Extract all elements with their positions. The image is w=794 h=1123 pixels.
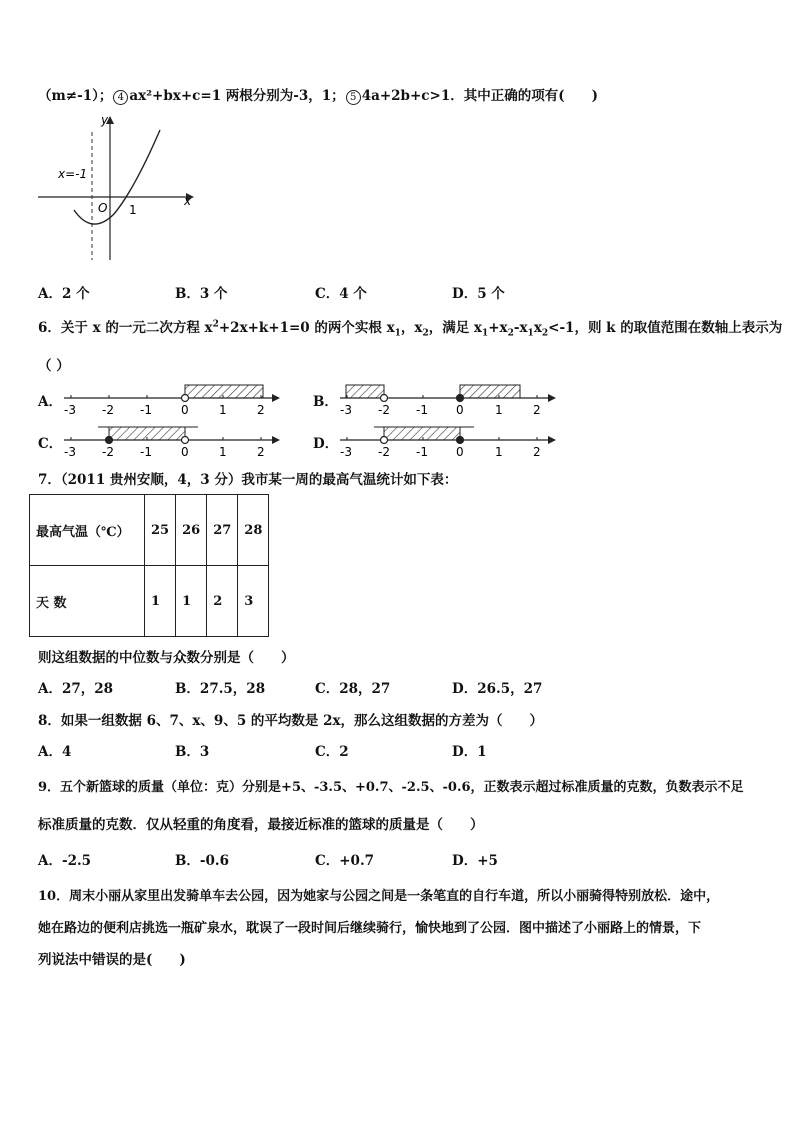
q5-stem bbox=[38, 84, 598, 105]
tick-label: 2 bbox=[533, 445, 541, 459]
q6-stem bbox=[38, 316, 782, 339]
q5-stem-part1: （m≠-1）； bbox=[38, 88, 113, 104]
q6-stem-f: -x bbox=[513, 320, 528, 336]
q5-stem-part3: 4a+2b+c>1．其中正确的项有( ) bbox=[361, 88, 598, 104]
q6-sub: 1 bbox=[481, 328, 489, 339]
tick-label-1: 1 bbox=[129, 203, 137, 217]
table-cell: 25 bbox=[145, 495, 176, 566]
option-letter: D． bbox=[452, 286, 478, 302]
option-text: 3 bbox=[199, 744, 210, 760]
tick-label: 0 bbox=[181, 403, 189, 417]
tick-label: -3 bbox=[64, 403, 76, 417]
q5-option-c[interactable] bbox=[315, 282, 367, 302]
open-circle bbox=[182, 395, 189, 402]
tick-label: 0 bbox=[456, 445, 464, 459]
option-letter: A． bbox=[38, 853, 62, 869]
q5-stem-part2: ax²+bx+c=1 两根分别为-3，1； bbox=[129, 88, 345, 104]
tick-label: 2 bbox=[257, 403, 265, 417]
table-cell: 26 bbox=[176, 495, 207, 566]
table-header-cell: 天 数 bbox=[30, 566, 145, 637]
option-text: 4 个 bbox=[339, 286, 367, 302]
q7-question: 则这组数据的中位数与众数分别是（ ） bbox=[38, 650, 295, 666]
option-letter: C． bbox=[315, 744, 340, 760]
q5-option-d[interactable] bbox=[452, 282, 505, 302]
option-text: 28，27 bbox=[339, 681, 391, 697]
open-circle bbox=[381, 437, 388, 444]
q6-option-d-letter[interactable]: D． bbox=[313, 436, 339, 452]
option-text: 1 bbox=[477, 744, 487, 760]
option-text: 27，28 bbox=[61, 681, 114, 697]
table-cell: 2 bbox=[207, 566, 238, 637]
closed-circle bbox=[457, 437, 464, 444]
q6-sup: 2 bbox=[212, 319, 219, 330]
option-letter: C． bbox=[315, 681, 340, 697]
q8-option-d[interactable] bbox=[452, 740, 487, 760]
option-letter: A． bbox=[38, 286, 62, 302]
q6-stem-b: +2x+k+1=0 的两个实根 x bbox=[218, 320, 395, 336]
tick-label: 1 bbox=[219, 445, 227, 459]
q6-sub: 2 bbox=[507, 328, 514, 339]
q6-stem-d: ，满足 x bbox=[428, 320, 482, 336]
q6-option-a-letter[interactable]: A． bbox=[38, 394, 62, 410]
q6-option-b-letter[interactable]: B． bbox=[313, 394, 338, 410]
q6-paren: （ ） bbox=[38, 358, 70, 374]
q8-option-a[interactable] bbox=[38, 740, 71, 760]
numberline-d[interactable] bbox=[336, 420, 561, 460]
option-text: -0.6 bbox=[199, 853, 230, 869]
table-cell: 1 bbox=[145, 566, 176, 637]
option-text: +0.7 bbox=[339, 853, 375, 869]
tick-label: 1 bbox=[219, 403, 227, 417]
option-letter: C． bbox=[315, 286, 340, 302]
option-text: 2 bbox=[339, 744, 349, 760]
open-circle bbox=[381, 395, 388, 402]
q8-stem: 8．如果一组数据 6、7、x、9、5 的平均数是 2x，那么这组数据的方差为（ ） bbox=[38, 713, 544, 729]
option-letter: A． bbox=[38, 744, 62, 760]
circled-number-5: 5 bbox=[346, 90, 361, 105]
q10-stem-line1: 10．周末小丽从家里出发骑单车去公园，因为她家与公园之间是一条笔直的自行车道，所以小丽骑得特别放松．途中， bbox=[38, 889, 720, 904]
option-letter: C． bbox=[315, 853, 340, 869]
origin-label: O bbox=[98, 201, 108, 215]
q7-option-a[interactable] bbox=[38, 677, 113, 697]
q6-sub: 1 bbox=[394, 328, 401, 339]
q10-stem-line2: 她在路边的便利店挑选一瓶矿泉水，耽误了一段时间后继续骑行，愉快地到了公园．图中描述了小丽路上的情景，下 bbox=[38, 921, 702, 936]
table-header-cell: 最高气温（℃） bbox=[30, 495, 145, 566]
option-letter: D． bbox=[452, 744, 478, 760]
q7-option-c[interactable] bbox=[315, 677, 390, 697]
q5-option-a[interactable] bbox=[38, 282, 90, 302]
option-letter: D． bbox=[452, 853, 478, 869]
tick-label: 1 bbox=[495, 403, 503, 417]
table-cell: 3 bbox=[238, 566, 269, 637]
option-text: 2 个 bbox=[61, 286, 90, 302]
q10-stem-line3: 列说法中错误的是( ) bbox=[38, 952, 186, 968]
x-axis-label: x bbox=[184, 194, 192, 208]
circled-number-4: 4 bbox=[113, 90, 128, 105]
option-text: -2.5 bbox=[61, 853, 92, 869]
temperature-table bbox=[29, 494, 269, 637]
option-letter: B． bbox=[175, 853, 200, 869]
table-row bbox=[30, 566, 269, 637]
closed-circle bbox=[457, 395, 464, 402]
tick-label: -2 bbox=[378, 403, 390, 417]
option-letter: B． bbox=[175, 744, 200, 760]
option-text: +5 bbox=[477, 853, 498, 869]
option-text: 26.5，27 bbox=[477, 681, 543, 697]
q9-option-b[interactable] bbox=[175, 849, 229, 869]
option-text: 5 个 bbox=[477, 286, 505, 302]
q6-stem-a: 6．关于 x 的一元二次方程 x bbox=[38, 320, 213, 336]
table-row bbox=[30, 495, 269, 566]
shaded-range-left bbox=[346, 385, 384, 398]
q9-option-a[interactable] bbox=[38, 849, 91, 869]
tick-label: -1 bbox=[140, 403, 152, 417]
tick-label: 0 bbox=[181, 445, 189, 459]
numberline-a[interactable] bbox=[60, 378, 285, 418]
tick-label: -1 bbox=[416, 403, 428, 417]
numberline-b[interactable] bbox=[336, 378, 561, 418]
q8-option-b[interactable] bbox=[175, 740, 209, 760]
option-letter: B． bbox=[175, 286, 200, 302]
symmetry-axis-label: x=-1 bbox=[58, 167, 88, 181]
option-text: 4 bbox=[61, 744, 72, 760]
table-cell: 27 bbox=[207, 495, 238, 566]
option-text: 27.5，28 bbox=[199, 681, 266, 697]
tick-label: -3 bbox=[64, 445, 76, 459]
tick-label: 0 bbox=[456, 403, 464, 417]
option-letter: B． bbox=[175, 681, 200, 697]
tick-label: -2 bbox=[378, 445, 390, 459]
tick-label: -1 bbox=[140, 445, 152, 459]
q7-option-b[interactable] bbox=[175, 677, 265, 697]
table-cell: 28 bbox=[238, 495, 269, 566]
tick-label: -3 bbox=[340, 445, 352, 459]
option-letter: A． bbox=[38, 681, 62, 697]
q6-stem-e: +x bbox=[488, 320, 508, 336]
shaded-range bbox=[384, 427, 460, 440]
shaded-range-right bbox=[460, 385, 520, 398]
tick-label: -1 bbox=[416, 445, 428, 459]
q6-sub: 2 bbox=[541, 328, 549, 339]
q9-stem-line2: 标准质量的克数．仅从轻重的角度看，最接近标准的篮球的质量是（ ） bbox=[38, 817, 484, 833]
q7-option-d[interactable] bbox=[452, 677, 542, 697]
open-circle bbox=[182, 437, 189, 444]
tick-label: -2 bbox=[102, 445, 114, 459]
closed-circle bbox=[106, 437, 113, 444]
table-cell: 1 bbox=[176, 566, 207, 637]
q9-stem-line1: 9．五个新篮球的质量（单位：克）分别是+5、-3.5、+0.7、-2.5、-0.6，正数表示超过标准质量的克数，负数表示不足 bbox=[38, 780, 744, 795]
q6-stem-h: <-1，则 k 的取值范围在数轴上表示为 bbox=[548, 320, 783, 336]
tick-label: -3 bbox=[340, 403, 352, 417]
q6-option-c-letter[interactable]: C． bbox=[38, 436, 63, 452]
q6-sub: 2 bbox=[422, 328, 429, 339]
tick-label: 1 bbox=[495, 445, 503, 459]
tick-label: 2 bbox=[533, 403, 541, 417]
q8-option-c[interactable] bbox=[315, 740, 349, 760]
shaded-range bbox=[185, 385, 263, 398]
parabola-graph bbox=[34, 110, 204, 265]
q7-stem: 7．（2011 贵州安顺，4，3 分）我市某一周的最高气温统计如下表： bbox=[38, 472, 458, 488]
q6-stem-c: ，x bbox=[400, 320, 423, 336]
tick-label: 2 bbox=[257, 445, 265, 459]
q5-option-b[interactable] bbox=[175, 282, 228, 302]
option-letter: D． bbox=[452, 681, 478, 697]
tick-label: -2 bbox=[102, 403, 114, 417]
y-axis-label: y bbox=[101, 113, 109, 127]
numberline-c[interactable] bbox=[60, 420, 285, 460]
q6-sub: 1 bbox=[527, 328, 534, 339]
option-text: 3 个 bbox=[199, 286, 228, 302]
q9-option-c[interactable] bbox=[315, 849, 374, 869]
q6-stem-g: x bbox=[533, 320, 542, 336]
q9-option-d[interactable] bbox=[452, 849, 498, 869]
